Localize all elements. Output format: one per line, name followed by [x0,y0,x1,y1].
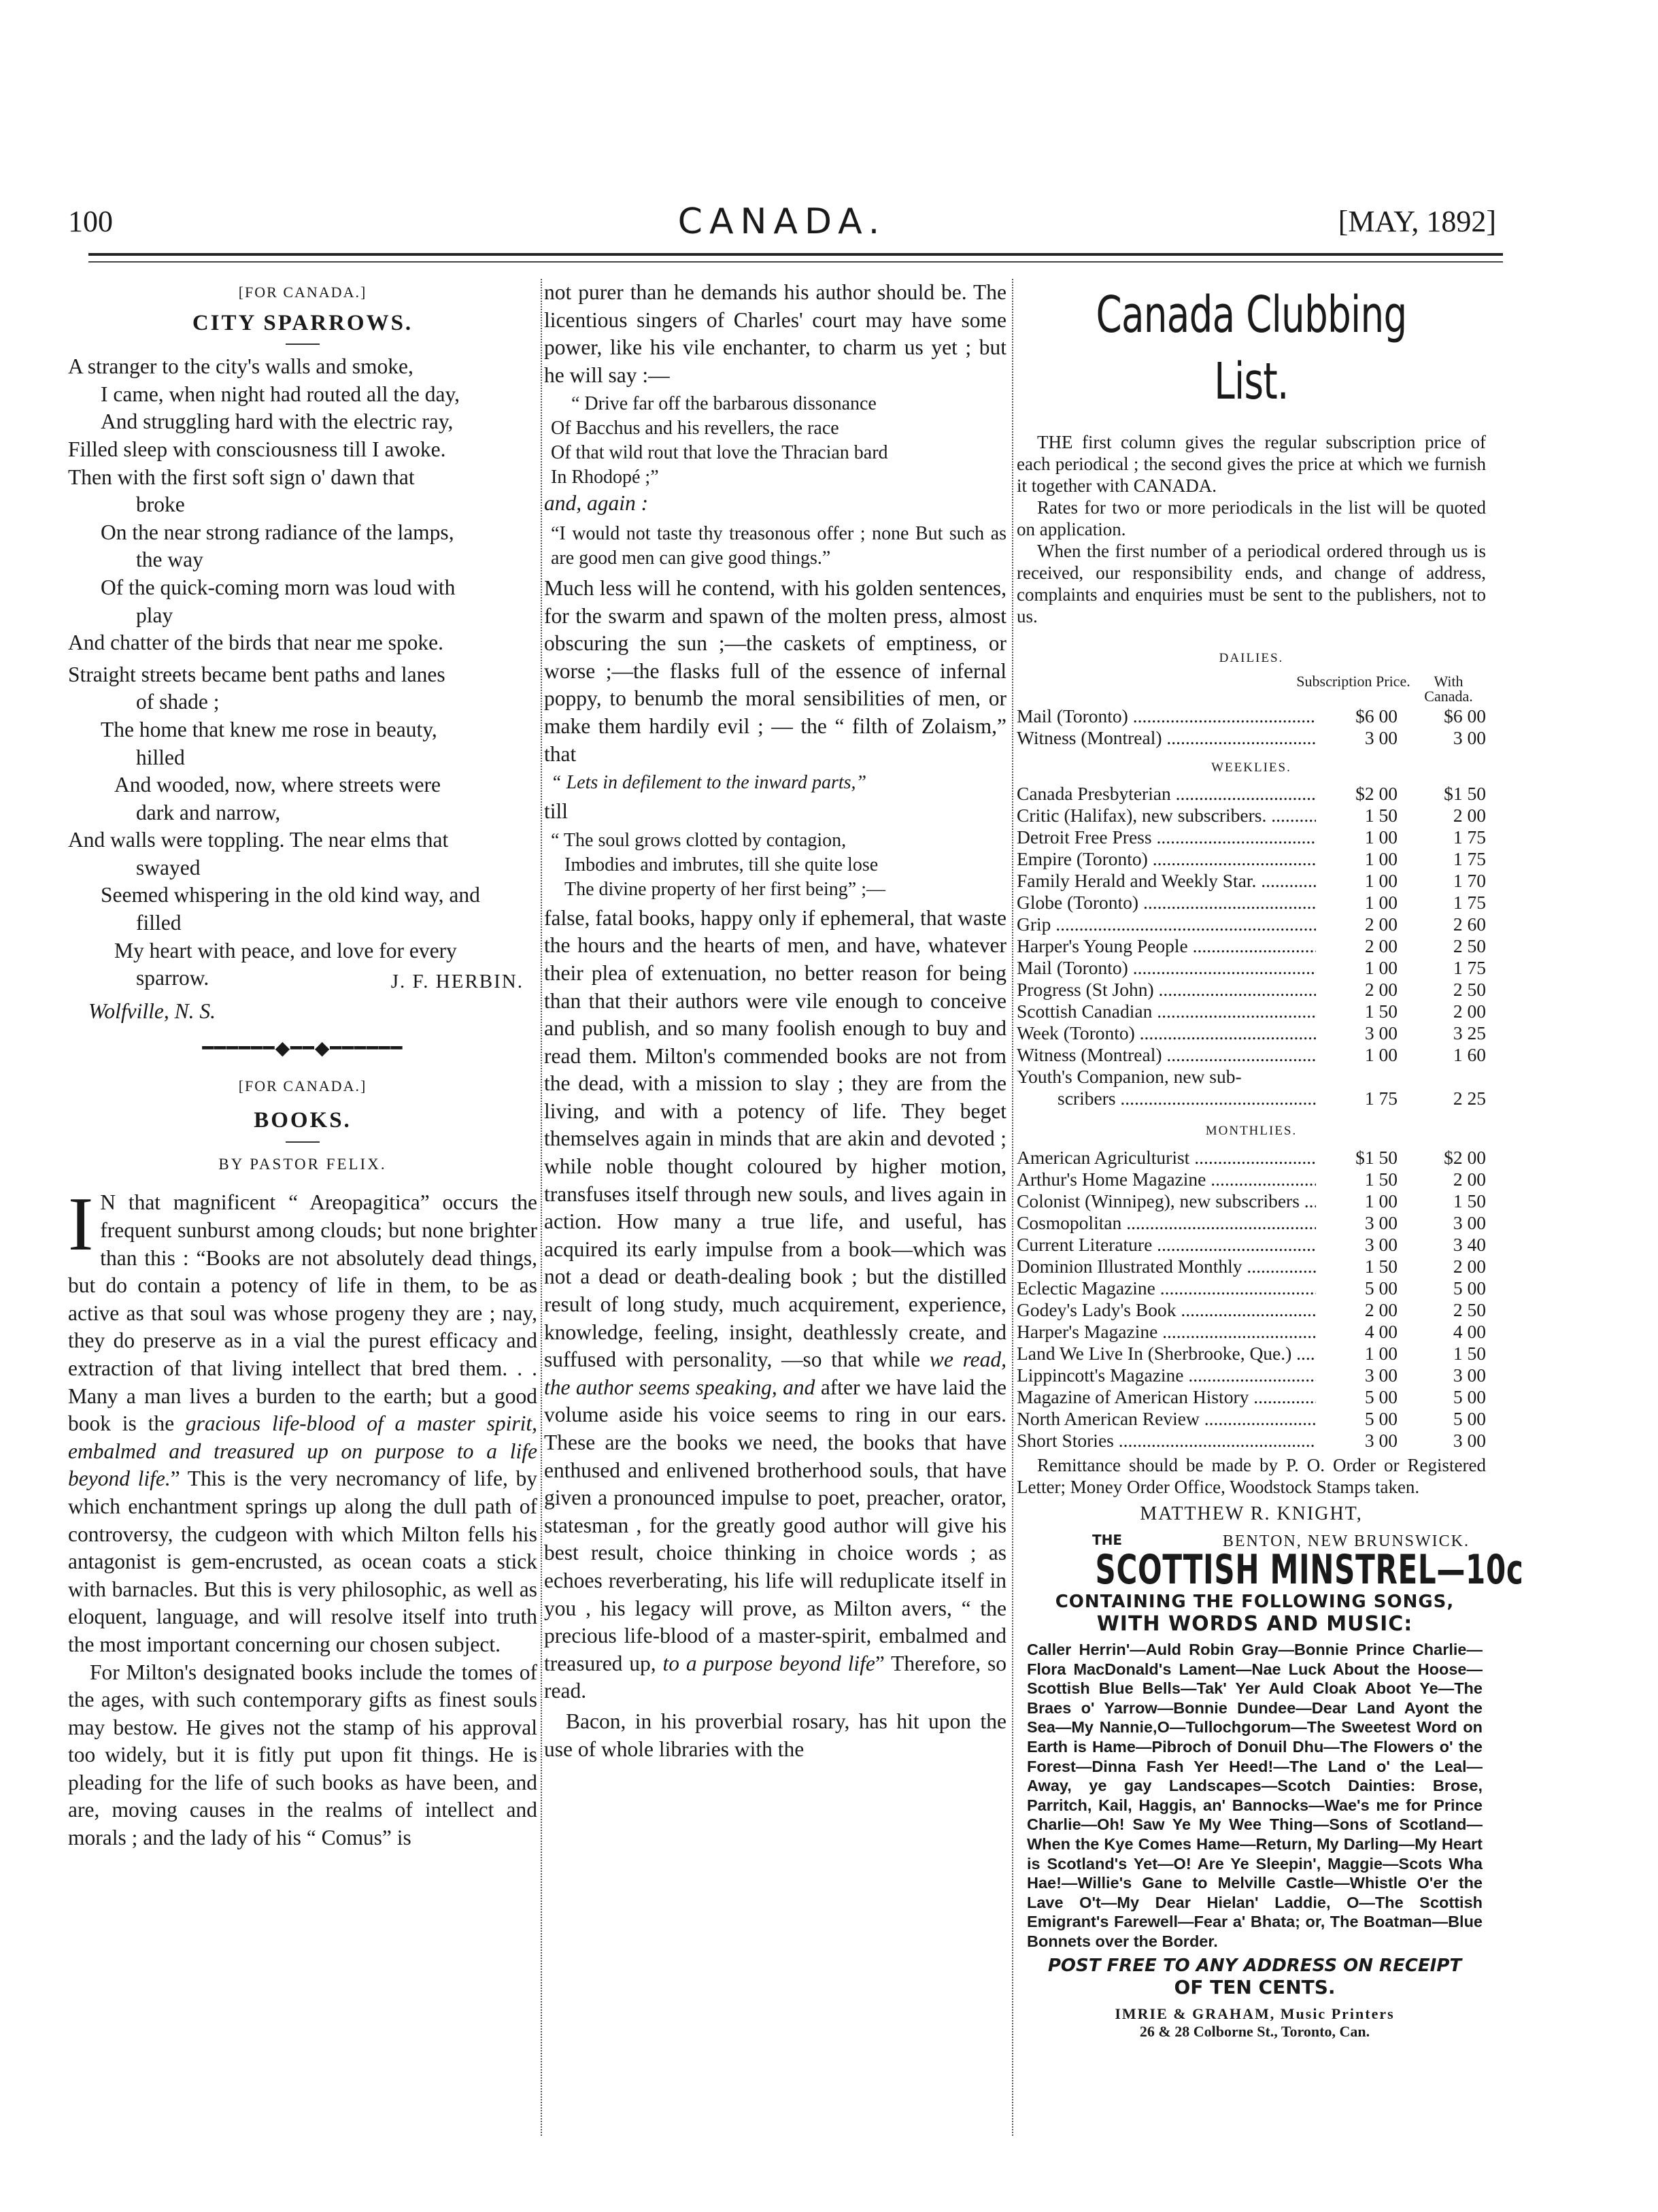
page-header [68,201,1496,245]
periodical-name: Colonist (Winnipeg), new subscribers ..... [1017,1190,1316,1212]
list-item: scribers ..... 1 75 2 25 [1017,1088,1486,1109]
price-with-canada: 2 60 [1453,914,1486,935]
subscription-price: 1 00 [1364,1190,1398,1211]
signer-place: BENTON, NEW BRUNSWICK. [1222,1532,1470,1551]
remittance-note: Remittance should be made by P. O. Order or Registered Letter; Money Order Office, Woodstock Stamps taken. [1017,1454,1486,1497]
poem-line: play [136,603,173,627]
price-with-canada: $2 00 [1444,1146,1486,1168]
price-with-canada: 2 00 [1453,1001,1486,1022]
article-text: and, again : [544,491,649,516]
periodical-name: Detroit Free Press ..... [1017,826,1316,848]
periodical-name: Mail (Toronto) ..... [1017,705,1316,727]
subscription-price: 4 00 [1364,1320,1398,1342]
poem-line: Of the quick-coming morn was loud with [101,575,456,599]
price-with-canada: 3 00 [1453,1364,1486,1386]
poem-line: On the near strong radiance of the lamps, [101,520,454,544]
subscription-price: 1 00 [1364,892,1398,914]
dailies-list [1017,705,1486,749]
clubbing-intro: THE first column gives the regular subscription price of each periodical ; the second gives the price at which we furnish it together with CANADA. [1017,432,1486,496]
list-item [1017,1212,1486,1234]
periodical-name: Critic (Halifax), new subscribers. ..... [1017,805,1316,826]
poem-city-sparrows [68,279,537,1026]
subscription-price: 1 00 [1364,957,1398,979]
subscription-price: 1 00 [1364,1044,1398,1066]
list-item [1017,892,1486,914]
price-with-canada: 1 75 [1453,892,1486,914]
subscription-price: $2 00 [1355,783,1398,805]
list-item [1017,1386,1486,1408]
list-item [1017,870,1486,892]
title-rule [286,343,320,345]
block-quote: “ Lets in defilement to the inward parts,” [551,772,867,794]
price-with-canada: 2 00 [1453,1255,1486,1277]
list-item [1017,957,1486,979]
poem-line: And walls were toppling. The near elms that [68,828,449,852]
ad-title: SCOTTISH MINSTREL—10c [1095,1546,1524,1594]
periodical-name: Harper's Magazine ..... [1017,1321,1316,1343]
price-with-canada: 1 75 [1453,826,1486,848]
price-with-canada: 1 50 [1453,1342,1486,1364]
section-ornament: ━━━━━━◆━━◆━━━━━━ [202,1038,403,1060]
list-item [1017,1022,1486,1044]
periodical-name: Magazine of American History ..... [1017,1386,1316,1408]
section-label-weeklies: WEEKLIES. [1211,760,1291,775]
article-paragraph: I N that magnificent “ Areopagitica” occurs the frequent sunburst among clouds; but none brighter than this : “Books are not absolutely dead things, but do contain a potency of life in them, to be as active as that soul was whose progeny they are ; nay, they do preserve as in a vial the purest efficacy and extraction of that living intellect that bred them. . . Many a man lives a burden to the earth; but a good book is the gracious life-blood of a master spirit, embalmed and treasured up on purpose to a life beyond life.” This is the very necromancy of life, by which enchantment springs up along the dull path of controversy, the cudgeon with which Milton fells his antagonist is gem-encrusted, as ocean coats a stick with barnacles. But this is very philosophic, as well as eloquent, language, and will resolve itself into truth the most important concerning our chosen subject. [68,1182,538,1656]
subscription-price: 1 50 [1364,1255,1398,1277]
ad-offer: POST FREE TO ANY ADDRESS ON RECEIPT [1047,1955,1462,1976]
periodical-name: Current Literature ..... [1017,1234,1316,1256]
periodical-name: Week (Toronto) ..... [1017,1022,1316,1044]
price-with-canada: 5 00 [1453,1277,1486,1298]
periodical-name: Grip ..... [1017,914,1316,935]
subscription-price: 1 00 [1364,826,1398,848]
poem-line: dark and narrow, [136,800,281,824]
subscription-price: 1 00 [1364,870,1398,892]
subscription-price: 3 00 [1364,1429,1398,1451]
title-rule [286,1141,320,1143]
poem-line: Seemed whispering in the old kind way, and [101,883,480,907]
weeklies-list [1017,783,1486,1066]
list-item [1017,705,1486,727]
price-with-canada: 3 25 [1453,1022,1486,1044]
poem-line: And wooded, now, where streets were [114,773,441,797]
list-item [1017,914,1486,935]
list-item [1017,1190,1486,1212]
list-item [1017,1001,1486,1022]
periodical-name: Mail (Toronto) ..... [1017,957,1316,979]
header-rule-thin [88,261,1503,263]
poem-line: of shade ; [136,690,220,714]
periodical-name: Eclectic Magazine ..... [1017,1277,1316,1299]
article-paragraph: Bacon, in his proverbial rosary, has hit upon the use of whole libraries with the [544,1709,1006,1761]
list-item [1017,805,1486,826]
article-byline: BY PASTOR FELIX. [218,1155,387,1173]
periodical-name: Short Stories ..... [1017,1430,1316,1452]
block-quote: “I would not taste thy treasonous offer ; none But such as are good men can give good things.” [551,522,1006,569]
subscription-price: 5 00 [1364,1386,1398,1407]
list-item [1017,1430,1486,1452]
header-rule [88,253,1503,256]
ad-price: OF TEN CENTS. [1174,1975,1336,1998]
issue-date: [MAY, 1892] [1338,205,1496,238]
article-paragraph: For Milton's designated books include the tomes of the ages, with such contemporary gifts as finest souls may bestow. He gives not the stamp of his approval too widely, but it is fitly put upon fit things. He is pleading for the life of such books as have been, and are, moving causes in the realms of intellect and morals ; and the lady of his “ Comus” is [68,1660,537,1850]
poem-line: The home that knew me rose in beauty, [101,717,437,741]
poem-line: hilled [136,745,185,769]
column-divider [1012,279,1013,2136]
poem-line: swayed [136,855,201,879]
periodical-name: Land We Live In (Sherbrooke, Que.) ..... [1017,1343,1316,1364]
monthlies-list [1017,1147,1486,1452]
periodical-name: Canada Presbyterian ..... [1017,783,1316,805]
periodical-name: American Agriculturist ..... [1017,1147,1316,1169]
article-paragraph: not purer than he demands his author should be. The licentious singers of Charles' court may have some power, like his vile enchanter, to charm us yet ; but he will say :— [544,280,1006,387]
price-with-canada: 2 50 [1453,1298,1486,1320]
price-with-canada: 3 00 [1453,1211,1486,1233]
price-with-canada: 4 00 [1453,1320,1486,1342]
price-with-canada: 1 50 [1453,1190,1486,1211]
subscription-price: 1 50 [1364,805,1398,826]
poem-line: Straight streets became bent paths and lanes [68,662,445,686]
poem-kicker: [FOR CANADA.] [238,284,367,301]
periodical-name: Arthur's Home Magazine ..... [1017,1169,1316,1190]
price-with-canada: 2 00 [1453,805,1486,826]
signer-name: MATTHEW R. KNIGHT, [1140,1503,1363,1524]
list-item [1017,979,1486,1001]
periodical-name: Progress (St John) ..... [1017,979,1316,1001]
ad-the: THE [1092,1532,1123,1548]
periodical-name: Scottish Canadian ..... [1017,1001,1316,1022]
subscription-price: 5 00 [1364,1407,1398,1429]
poem-line: I came, when night had routed all the day, [101,382,460,406]
list-item [1017,826,1486,848]
list-item [1017,848,1486,870]
subscription-price: 2 00 [1364,935,1398,957]
periodical-name: Family Herald and Weekly Star. ..... [1017,870,1316,892]
poem-line: My heart with peace, and love for every [114,938,457,962]
block-quote: “ Drive far off the barbarous dissonance Of Bacchus and his revellers, the race Of that wild rout that love the Thracian bard In Rhodopé ;” [551,393,888,488]
scottish-minstrel-ad [1027,1532,1524,2041]
list-item [1017,783,1486,805]
column-divider [541,279,542,2136]
drop-cap: I [68,1182,94,1267]
clubbing-intro: When the first number of a periodical ordered through us is received, our responsibility ends, and change of address, complaints and enquiries must be sent to the publishers, not to us. [1017,541,1486,626]
price-with-canada: 5 00 [1453,1407,1486,1429]
column-2 [544,279,1006,1763]
price-with-canada: 2 50 [1453,979,1486,1001]
poem-line: Then with the first soft sign o' dawn that [68,465,415,489]
list-item [1017,1044,1486,1066]
article-title: BOOKS. [254,1108,352,1133]
periodical-name: Empire (Toronto) ..... [1017,848,1316,870]
price-with-canada: 1 75 [1453,957,1486,979]
periodical-name: Witness (Montreal) ..... [1017,1044,1316,1066]
poem-line: Filled sleep with consciousness till I awoke. [68,437,446,461]
price-with-canada: 1 75 [1453,848,1486,870]
ad-song-list: Caller Herrin'—Auld Robin Gray—Bonnie Prince Charlie—Flora MacDonald's Lament—Nae Luck About the Hoose—Scottish Blue Bells—Tak' Yer Auld Cloak Aboot Ye—The Braes o' Yarrow—Bonnie Dundee—Dear Land Ayont the Sea—My Nannie,O—Tullochgorum—The Sweetest Word on Earth is Hame—Pibroch of Donuil Dhu—The Flowers o' the Forest—Dinna Fash Yer Heed!—The Land o' the Leal—Away, ye gay Landscapes—Scotch Dainties: Brose, Parritch, Kail, Haggis, an' Bannocks—Wae's me for Prince Charlie—Oh! Saw Ye My Wee Thing—Sons of Scotland—When the Kye Comes Hame—Return, My Darling—My Heart is Scotland's Yet—O! Are Ye Sleepin', Maggie—Scots Wha Hae!—Willie's Gane to Melville Castle—Whistle O'er the Lave O't—My Dear Hielan' Laddie, O—The Scottish Emigrant's Farewell—Fear a' Bhata; or, The Boatman—Blue Bonnets over the Border. [1027,1641,1483,1950]
poem-title: CITY SPARROWS. [192,310,413,335]
list-item [1017,1147,1486,1169]
subscription-price: 5 00 [1364,1277,1398,1298]
poem-line: A stranger to the city's walls and smoke, [68,354,413,379]
poem-place: Wolfville, N. S. [88,999,216,1024]
poem-line: And chatter of the birds that near me spoke. [68,631,443,655]
article-paragraph: false, fatal books, happy only if ephemeral, that waste the hours and the hearts of men, and have, whatever their plea of extenuation, no better reason for being than that their authors were vile enough to conceive and publish, and so many foolish enough to buy and read them. Milton's commended books are not from the dead, with a mission to slay ; they are from the living, and with a potency of life. They beget themselves again in minds that are akin and devoted ; while noble thought coloured by higher motion, transfuses itself through new souls, and lives again in action. How many a true life, and useful, has acquired its early impulse from a book—which was not a dead or death-dealing book ; but the distilled result of long study, much acquirement, experience, knowledge, feeling, insight, deathlessly create, and suffused with personality, —so that while we read, the author seems speaking, and after we have laid the volume aside his voice seems to ring in our ears. These are the books we need, the books that have enthused and enlivened brotherhood souls, that have given a pronounced impulse to poet, preacher, orator, statesman , for the greatly good author will give his best result, choice thinking in choice words ; as echoes reverberating, his life will reduplicate itself in you , his legacy will prove, as Milton avers, “ the precious life-blood of a master-spirit, embalmed and treasured up, to a purpose beyond life” Therefore, so read. [544,905,1007,1703]
periodical-name: Harper's Young People ..... [1017,935,1316,957]
subscription-price: 1 00 [1364,848,1398,870]
column-1 [68,279,537,1852]
price-with-canada: 2 50 [1453,935,1486,957]
list-item [1017,1234,1486,1256]
list-item [1017,1256,1486,1277]
block-quote: “ The soul grows clotted by contagion, Imbodies and imbrutes, till she quite lose The divine property of her first being” ;— [551,829,885,900]
list-item [1017,1277,1486,1299]
list-item [1017,1343,1486,1364]
section-label-dailies: DAILIES. [1219,651,1284,665]
ad-publisher: IMRIE & GRAHAM, Music Printers [1115,2005,1395,2022]
masthead-title: CANADA. [677,201,887,242]
article-paragraph: Much less will he contend, with his golden sentences, for the swarm and spawn of the molten press, almost obscuring the sun ;—the caskets of emptiness, or worse ;—the flasks full of the essence of infernal poppy, to benumb the moral sensibilities of men, or make them hardily evil ; — the “ filth of Zolaism,” that [544,575,1006,766]
price-with-canada: $1 50 [1444,783,1486,805]
subscription-price: 1 00 [1364,1342,1398,1364]
article-books [68,1073,537,1852]
list-item: Youth's Companion, new sub- [1017,1066,1242,1088]
poem-line: sparrow. [136,966,209,990]
subscription-price: 2 00 [1364,979,1398,1001]
subscription-price: 2 00 [1364,914,1398,935]
subscription-price: $6 00 [1355,705,1398,726]
price-with-canada: 1 60 [1453,1044,1486,1066]
ad-address: 26 & 28 Colborne St., Toronto, Can. [1139,2022,1370,2040]
price-with-canada: 5 00 [1453,1386,1486,1407]
col-header-subscription: Subscription Price. [1296,672,1410,690]
poem-signature: J. F. HERBIN. [390,970,524,992]
periodical-name: Cosmopolitan ..... [1017,1212,1316,1234]
page-number: 100 [68,205,113,238]
list-item [1017,1169,1486,1190]
periodical-name: Witness (Montreal) ..... [1017,727,1316,749]
list-item [1017,727,1486,749]
list-item [1017,1364,1486,1386]
subscription-price: 1 50 [1364,1168,1398,1190]
subscription-price: 3 00 [1364,1211,1398,1233]
subscription-price: 3 00 [1364,1233,1398,1255]
article-text: till [544,799,569,824]
ad-subtitle: CONTAINING THE FOLLOWING SONGS, [1055,1592,1455,1612]
column-3 [1017,279,1486,1556]
list-item [1017,1408,1486,1430]
list-item [1017,1321,1486,1343]
price-column-headers [1017,674,1486,704]
poem-line: broke [136,492,185,517]
subscription-price: $1 50 [1355,1146,1398,1168]
poem-line: And struggling hard with the electric ray, [101,409,454,434]
section-label-monthlies: MONTHLIES. [1205,1124,1298,1139]
periodical-name: Lippincott's Magazine ..... [1017,1364,1316,1386]
periodical-name: Dominion Illustrated Monthly ..... [1017,1256,1316,1277]
price-with-canada: 3 00 [1453,726,1486,748]
article-kicker: [FOR CANADA.] [238,1077,367,1094]
clubbing-list-title: Canada Clubbing List. [1096,286,1407,411]
ad-subtitle: WITH WORDS AND MUSIC: [1096,1612,1413,1636]
periodical-name: North American Review ..... [1017,1408,1316,1430]
price-with-canada: 2 00 [1453,1168,1486,1190]
subscription-price: 1 50 [1364,1001,1398,1022]
price-with-canada: $6 00 [1444,705,1486,726]
subscription-price: 2 00 [1364,1298,1398,1320]
price-with-canada: 3 00 [1453,1429,1486,1451]
poem-line: filled [136,911,182,935]
list-item [1017,935,1486,957]
periodical-name: Godey's Lady's Book ..... [1017,1299,1316,1321]
subscription-price: 3 00 [1364,1364,1398,1386]
subscription-price: 3 00 [1364,1022,1398,1044]
subscription-price: 3 00 [1364,726,1398,748]
col-header-with-canada: With Canada. [1424,672,1473,705]
price-with-canada: 3 40 [1453,1233,1486,1255]
list-item [1017,1299,1486,1321]
price-with-canada: 1 70 [1453,870,1486,892]
periodical-name: Globe (Toronto) ..... [1017,892,1316,914]
poem-line: the way [136,548,203,572]
clubbing-intro: Rates for two or more periodicals in the list will be quoted on application. [1017,497,1486,539]
